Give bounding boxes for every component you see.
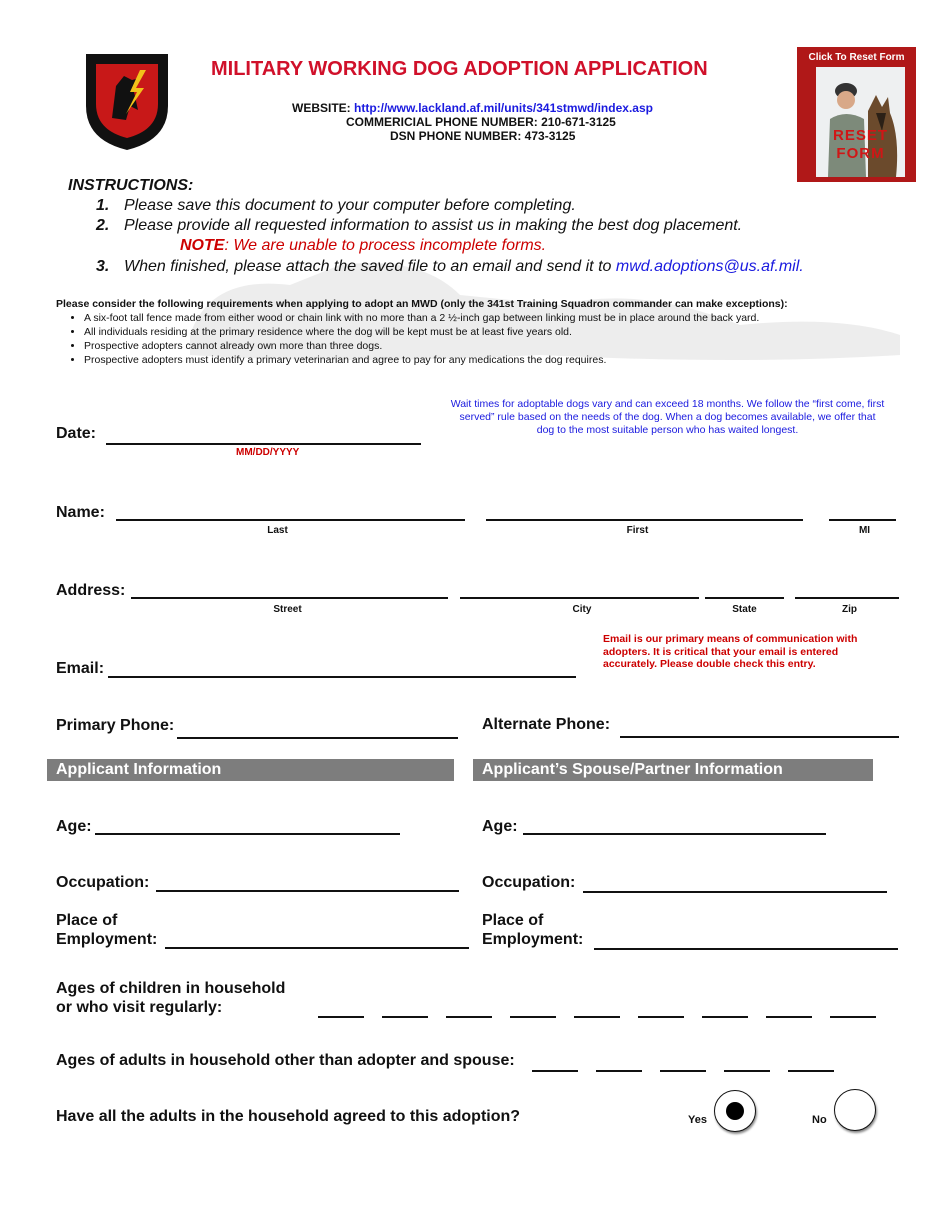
adult-ages-label: Ages of adults in household other than adopter and spouse: xyxy=(56,1052,515,1069)
children-ages-label-line2: or who visit regularly: xyxy=(56,999,223,1016)
adult-age-input-3[interactable] xyxy=(660,1070,706,1072)
address-label: Address: xyxy=(56,582,126,599)
applicant-occupation-input[interactable] xyxy=(156,890,459,892)
state-caption: State xyxy=(732,604,757,615)
instruction-3 xyxy=(96,258,804,276)
city-caption: City xyxy=(572,604,592,615)
spouse-employment-label-line1: Place of xyxy=(482,912,544,929)
adult-age-input-2[interactable] xyxy=(596,1070,642,1072)
state-input[interactable] xyxy=(705,597,784,599)
reset-form-button[interactable] xyxy=(797,47,916,182)
instruction-2-text: Please provide all requested information to assist us in making the best dog placement. xyxy=(124,217,743,234)
unit-logo xyxy=(82,48,172,152)
child-age-input-8[interactable] xyxy=(766,1016,812,1018)
middle-initial-input[interactable] xyxy=(829,519,896,521)
dsn-phone: DSN PHONE NUMBER: 473-3125 xyxy=(390,129,576,143)
last-name-caption: Last xyxy=(267,525,288,536)
name-label: Name: xyxy=(56,504,105,521)
adult-age-input-4[interactable] xyxy=(724,1070,770,1072)
zip-input[interactable] xyxy=(795,597,899,599)
street-caption: Street xyxy=(273,604,302,615)
instruction-1 xyxy=(96,197,576,215)
yes-radio-dot xyxy=(726,1102,744,1120)
wait-time-note: Wait times for adoptable dogs vary and can exceed 18 months. We follow the “first come, first served” rule based on the needs of the dog. When a dog becomes available, we offer that dog to the most suitable person who has waited longest. xyxy=(450,398,885,436)
mi-caption: MI xyxy=(858,525,871,536)
website-label: WEBSITE: xyxy=(292,101,354,115)
adult-age-input-1[interactable] xyxy=(532,1070,578,1072)
requirement-item: • All individuals residing at the primary residence where the dog will be kept must be at least five years old. xyxy=(84,325,924,339)
website-line xyxy=(292,101,653,115)
child-age-input-3[interactable] xyxy=(446,1016,492,1018)
city-input[interactable] xyxy=(460,597,699,599)
instruction-note xyxy=(180,237,546,255)
spouse-age-label: Age: xyxy=(482,818,518,835)
date-format-hint: MM/DD/YYYY xyxy=(236,447,300,458)
children-ages-label-line1: Ages of children in household xyxy=(56,980,286,997)
instruction-3-text: When finished, please attach the saved file to an email and send it to xyxy=(124,258,616,275)
instruction-2 xyxy=(96,217,742,235)
agreement-question: Have all the adults in the household agreed to this adoption? xyxy=(56,1108,521,1125)
instruction-2-num: 2. xyxy=(96,217,110,234)
requirement-item: • Prospective adopters cannot already own more than three dogs. xyxy=(84,339,924,353)
no-label: No xyxy=(812,1114,827,1126)
adoptions-email-link[interactable]: mwd.adoptions@us.af.mil. xyxy=(615,258,804,275)
child-age-input-2[interactable] xyxy=(382,1016,428,1018)
requirements-intro: Please consider the following requirements when applying to adopt an MWD (only the 341st Training Squadron commander can make exceptions): xyxy=(56,298,788,310)
instruction-1-text: Please save this document to your computer before completing. xyxy=(124,197,576,214)
primary-phone-input[interactable] xyxy=(177,737,458,739)
reset-text-1: RESET xyxy=(832,127,888,144)
applicant-section-header: Applicant Information xyxy=(47,759,454,781)
child-age-input-1[interactable] xyxy=(318,1016,364,1018)
applicant-age-label: Age: xyxy=(56,818,92,835)
date-input[interactable] xyxy=(106,443,421,445)
spouse-employment-label-line2: Employment: xyxy=(482,931,584,948)
first-name-input[interactable] xyxy=(486,519,803,521)
no-radio[interactable] xyxy=(834,1089,876,1131)
requirements-list xyxy=(63,311,924,367)
applicant-age-input[interactable] xyxy=(95,833,400,835)
instruction-1-num: 1. xyxy=(96,197,110,214)
website-link[interactable]: http://www.lackland.af.mil/units/341stmwd/index.asp xyxy=(354,101,653,115)
note-label: NOTE xyxy=(180,237,225,254)
spouse-section-header: Applicant’s Spouse/Partner Information xyxy=(473,759,873,781)
instruction-3-num: 3. xyxy=(96,258,110,275)
dog-badge-icon xyxy=(82,48,172,152)
child-age-input-5[interactable] xyxy=(574,1016,620,1018)
instructions-heading: INSTRUCTIONS: xyxy=(68,177,194,194)
page-title: MILITARY WORKING DOG ADOPTION APPLICATION xyxy=(211,58,708,80)
reset-text-2: FORM xyxy=(836,145,885,162)
child-age-input-6[interactable] xyxy=(638,1016,684,1018)
alternate-phone-input[interactable] xyxy=(620,736,899,738)
alternate-phone-label: Alternate Phone: xyxy=(482,716,611,733)
spouse-occupation-label: Occupation: xyxy=(482,874,576,891)
applicant-employment-label-line2: Employment: xyxy=(56,931,158,948)
applicant-employment-label xyxy=(56,911,157,949)
last-name-input[interactable] xyxy=(116,519,465,521)
email-input[interactable] xyxy=(108,676,576,678)
requirement-item: • Prospective adopters must identify a primary veterinarian and agree to pay for any medications the dog requires. xyxy=(84,353,924,367)
applicant-occupation-label: Occupation: xyxy=(56,874,150,891)
first-name-caption: First xyxy=(626,525,649,536)
commercial-phone: COMMERICIAL PHONE NUMBER: 210-671-3125 xyxy=(346,115,616,129)
yes-radio[interactable] xyxy=(714,1090,756,1132)
applicant-employment-input[interactable] xyxy=(165,947,469,949)
applicant-employment-label-line1: Place of xyxy=(56,912,118,929)
spouse-employment-input[interactable] xyxy=(594,948,898,950)
children-ages-label xyxy=(56,979,285,1017)
email-note: Email is our primary means of communication with adopters. It is critical that your email is entered accurately. Please double check this entry. xyxy=(603,633,858,670)
primary-phone-label: Primary Phone: xyxy=(56,717,175,734)
child-age-input-4[interactable] xyxy=(510,1016,556,1018)
reset-image xyxy=(816,67,905,177)
date-label: Date: xyxy=(56,425,97,442)
requirement-item: • A six-foot tall fence made from either wood or chain link with no more than a 2 ½-inch gap between linking must be in place around the back yard. xyxy=(84,311,924,325)
adult-age-input-5[interactable] xyxy=(788,1070,834,1072)
child-age-input-9[interactable] xyxy=(830,1016,876,1018)
email-label: Email: xyxy=(56,660,105,677)
street-input[interactable] xyxy=(131,597,448,599)
child-age-input-7[interactable] xyxy=(702,1016,748,1018)
yes-label: Yes xyxy=(688,1114,707,1126)
note-text: : We are unable to process incomplete forms. xyxy=(224,237,547,254)
spouse-occupation-input[interactable] xyxy=(583,891,887,893)
spouse-age-input[interactable] xyxy=(523,833,826,835)
reset-form-label: Click To Reset Form xyxy=(808,52,905,63)
zip-caption: Zip xyxy=(842,604,857,615)
spouse-employment-label xyxy=(482,911,583,949)
